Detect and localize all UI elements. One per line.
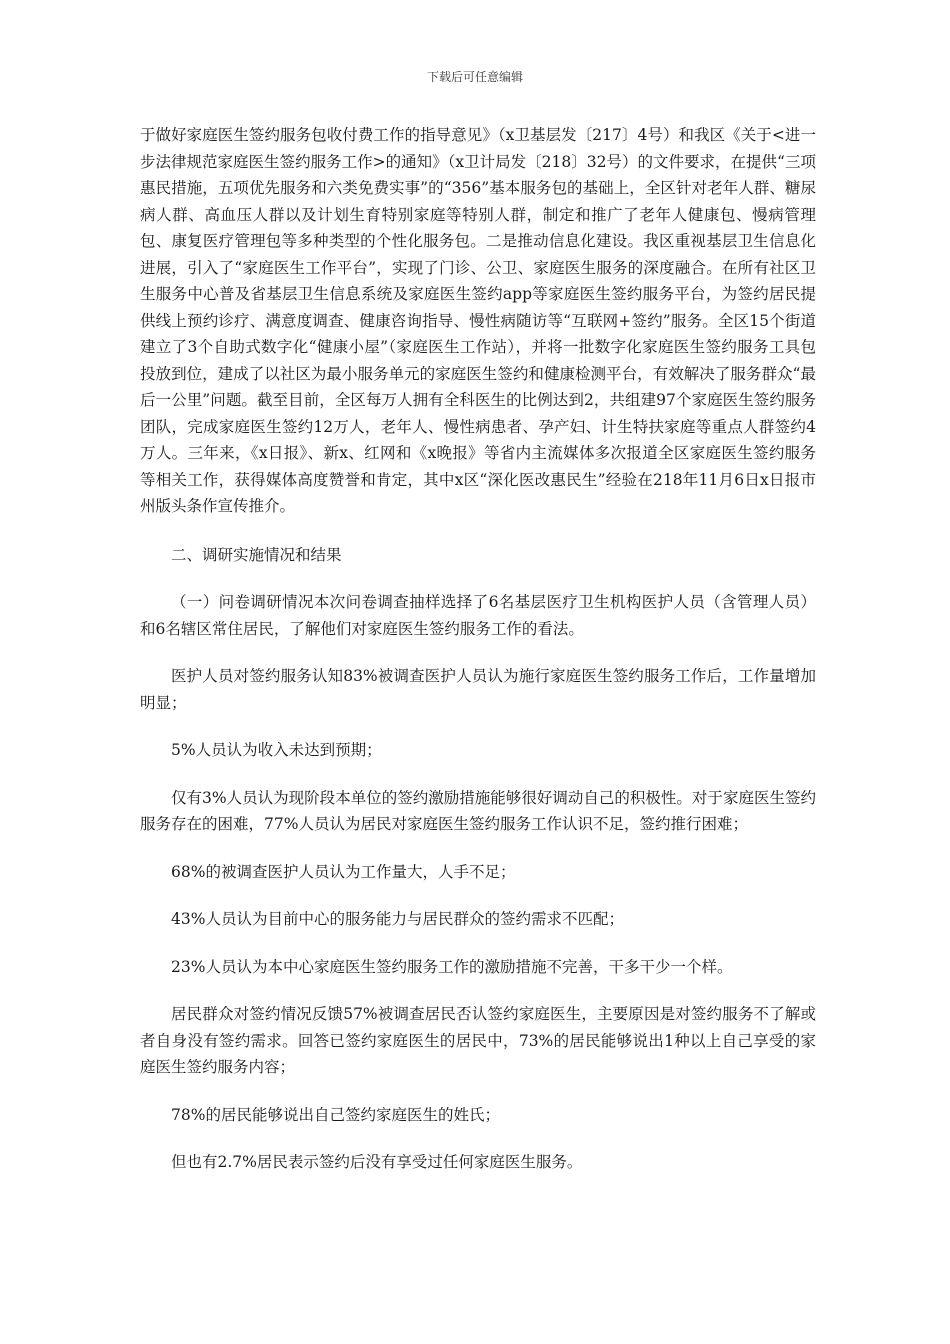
paragraph: 医护人员对签约服务认知83%被调查医护人员认为施行家庭医生签约服务工作后，工作量增加明显； [140, 667, 816, 712]
section-heading: 二、调研实施情况和结果 [171, 545, 342, 564]
paragraph: 23%人员认为本中心家庭医生签约服务工作的激励措施不完善，干多干少一个样。 [171, 957, 733, 976]
paragraph: 仅有3%人员认为现阶段本单位的签约激励措施能够很好调动自己的积极性。对于家庭医生签约服务存在的困难，77%人员认为居民对家庭医生签约服务工作认识不足，签约推行困难； [140, 788, 816, 833]
paragraph: 但也有2.7%居民表示签约后没有享受过任何家庭医生服务。 [171, 1153, 583, 1171]
paragraph-continuation: 于做好家庭医生签约服务包收付费工作的指导意见》（x卫基层发〔217〕4号）和我区《关于<进一步法律规范家庭医生签约服务工作>的通知》（x卫计局发〔218〕32号）的文件要求，在提供“三项惠民措施，五项优先服务和六类免费实事”的“356”基本服务包的基础上，全区针对老年人群、糖尿病人群、高血压人群以及计划生育特别家庭等特别人群，制定和推广了老年人健康包、慢病管理包、康复医疗管理包等多种类型的个性化服务包。二是推动信息化建设。我区重视基层卫生信息化进展，引入了“家庭医生工作平台”，实现了门诊、公卫、家庭医生服务的深度融合。在所有社区卫生服务中心普及省基层卫生信息系统及家庭医生签约app等家庭医生签约服务平台，为签约居民提供线上预约诊疗、满意度调查、健康咨询指导、慢性病随访等“互联网+签约”服务。全区15个街道建立了3个自助式数字化“健康小屋”（家庭医生工作站），并将一批数字化家庭医生签约服务工具包投放到位，建成了以社区为最小服务单元的家庭医生签约和健康检测平台，有效解决了服务群众“最后一公里”问题。截至目前，全区每万人拥有全科医生的比例达到2，共组建97个家庭医生签约服务团队，完成家庭医生签约12万人，老年人、慢性病患者、孕产妇、计生特扶家庭等重点人群签约4万人。三年来，《x日报》、新x、红网和《x晚报》等省内主流媒体多次报道全区家庭医生签约服务等相关工作，获得媒体高度赞誉和肯定，其中x区“深化医改惠民生”经验在218年11月6日x日报市州版头条作宣传推介。 [140, 126, 816, 515]
document-body [140, 122, 816, 1197]
paragraph: 43%人员认为目前中心的服务能力与居民群众的签约需求不匹配； [171, 910, 624, 928]
paragraph: 5%人员认为收入未达到预期； [171, 741, 382, 759]
paragraph: 居民群众对签约情况反馈57%被调查居民否认签约家庭医生，主要原因是对签约服务不了解或者自身没有签约需求。回答已签约家庭医生的居民中，73%的居民能够说出1种以上自己享受的家庭医生签约服务内容； [140, 1005, 816, 1076]
paragraph: （一）问卷调研情况本次问卷调查抽样选择了6名基层医疗卫生机构医护人员（含管理人员）和6名辖区常住居民，了解他们对家庭医生签约服务工作的看法。 [140, 593, 816, 638]
paragraph: 78%的居民能够说出自己签约家庭医生的姓氏； [171, 1105, 500, 1124]
paragraph: 68%的被调查医护人员认为工作量大，人手不足； [171, 862, 516, 881]
page-header: 下载后可任意编辑 [426, 70, 523, 84]
